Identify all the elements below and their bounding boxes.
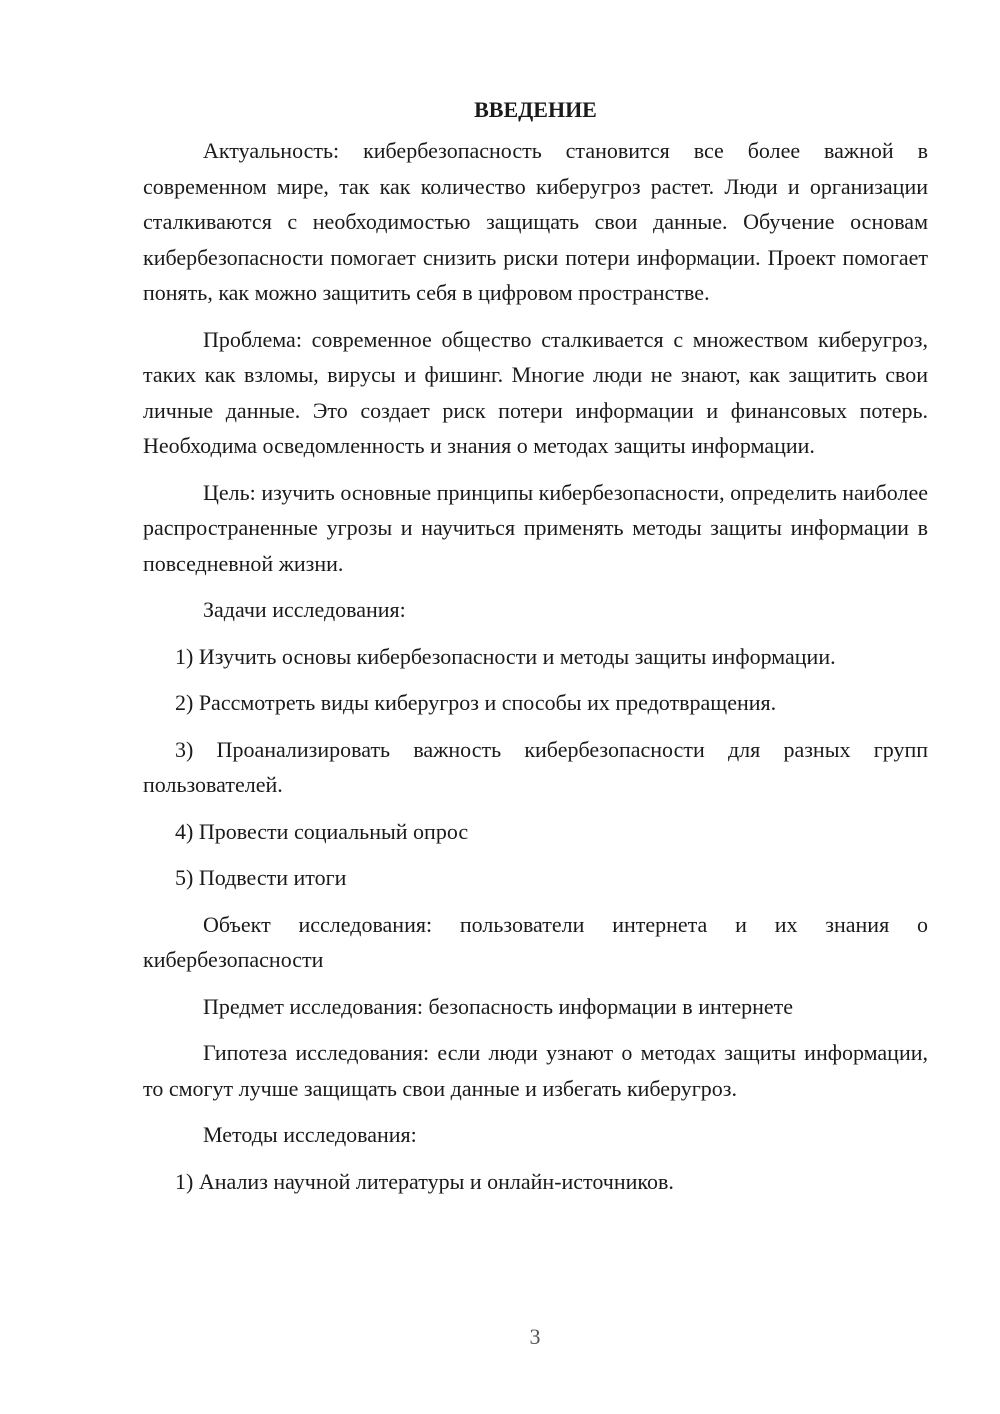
- hypothesis-paragraph: Гипотеза исследования: если люди узнают о методах защиты информации, то смогут лучше защищать свои данные и избегать киберугроз.: [143, 1040, 928, 1101]
- problem-paragraph: Проблема: современное общество сталкивается с множеством киберугроз, таких как взломы, вирусы и фишинг. Многие люди не знают, как защитить свои личные данные. Это создает риск потери информации и финансовых потерь. Необходима осведомленность и знания о методах защиты информации.: [143, 326, 928, 458]
- task-item: 2) Рассмотреть виды киберугроз и способы их предотвращения.: [175, 690, 777, 715]
- section-title: ВВЕДЕНИЕ: [474, 97, 597, 122]
- task-item: 1) Изучить основы кибербезопасности и методы защиты информации.: [175, 643, 836, 669]
- method-item: 1) Анализ научной литературы и онлайн-источников.: [175, 1168, 674, 1194]
- task-item: 5) Подвести итоги: [175, 865, 347, 890]
- document-page: [143, 92, 928, 1210]
- actuality-paragraph: Актуальность: кибербезопасность становится все более важной в современном мире, так как количество киберугроз растет. Люди и организации сталкиваются с необходимостью защищать свои данные. Обучение основам кибербезопасности помогает снизить риски потери информации. Проект помогает понять, как можно защитить себя в цифровом пространстве.: [143, 138, 928, 305]
- page-number: 3: [529, 1324, 541, 1349]
- subject-paragraph: Предмет исследования: безопасность информации в интернете: [203, 993, 794, 1019]
- object-paragraph: Объект исследования: пользователи интернета и их знания о кибербезопасности: [143, 911, 928, 972]
- task-item: 4) Провести социальный опрос: [175, 818, 469, 844]
- methods-heading: Методы исследования:: [203, 1122, 417, 1147]
- task-item: 3) Проанализировать важность кибербезопасности для разных групп пользователей.: [143, 736, 928, 797]
- tasks-heading: Задачи исследования:: [203, 597, 406, 622]
- goal-paragraph: Цель: изучить основные принципы кибербезопасности, определить наиболее распространенные угрозы и научиться применять методы защиты информации в повседневной жизни.: [143, 479, 928, 576]
